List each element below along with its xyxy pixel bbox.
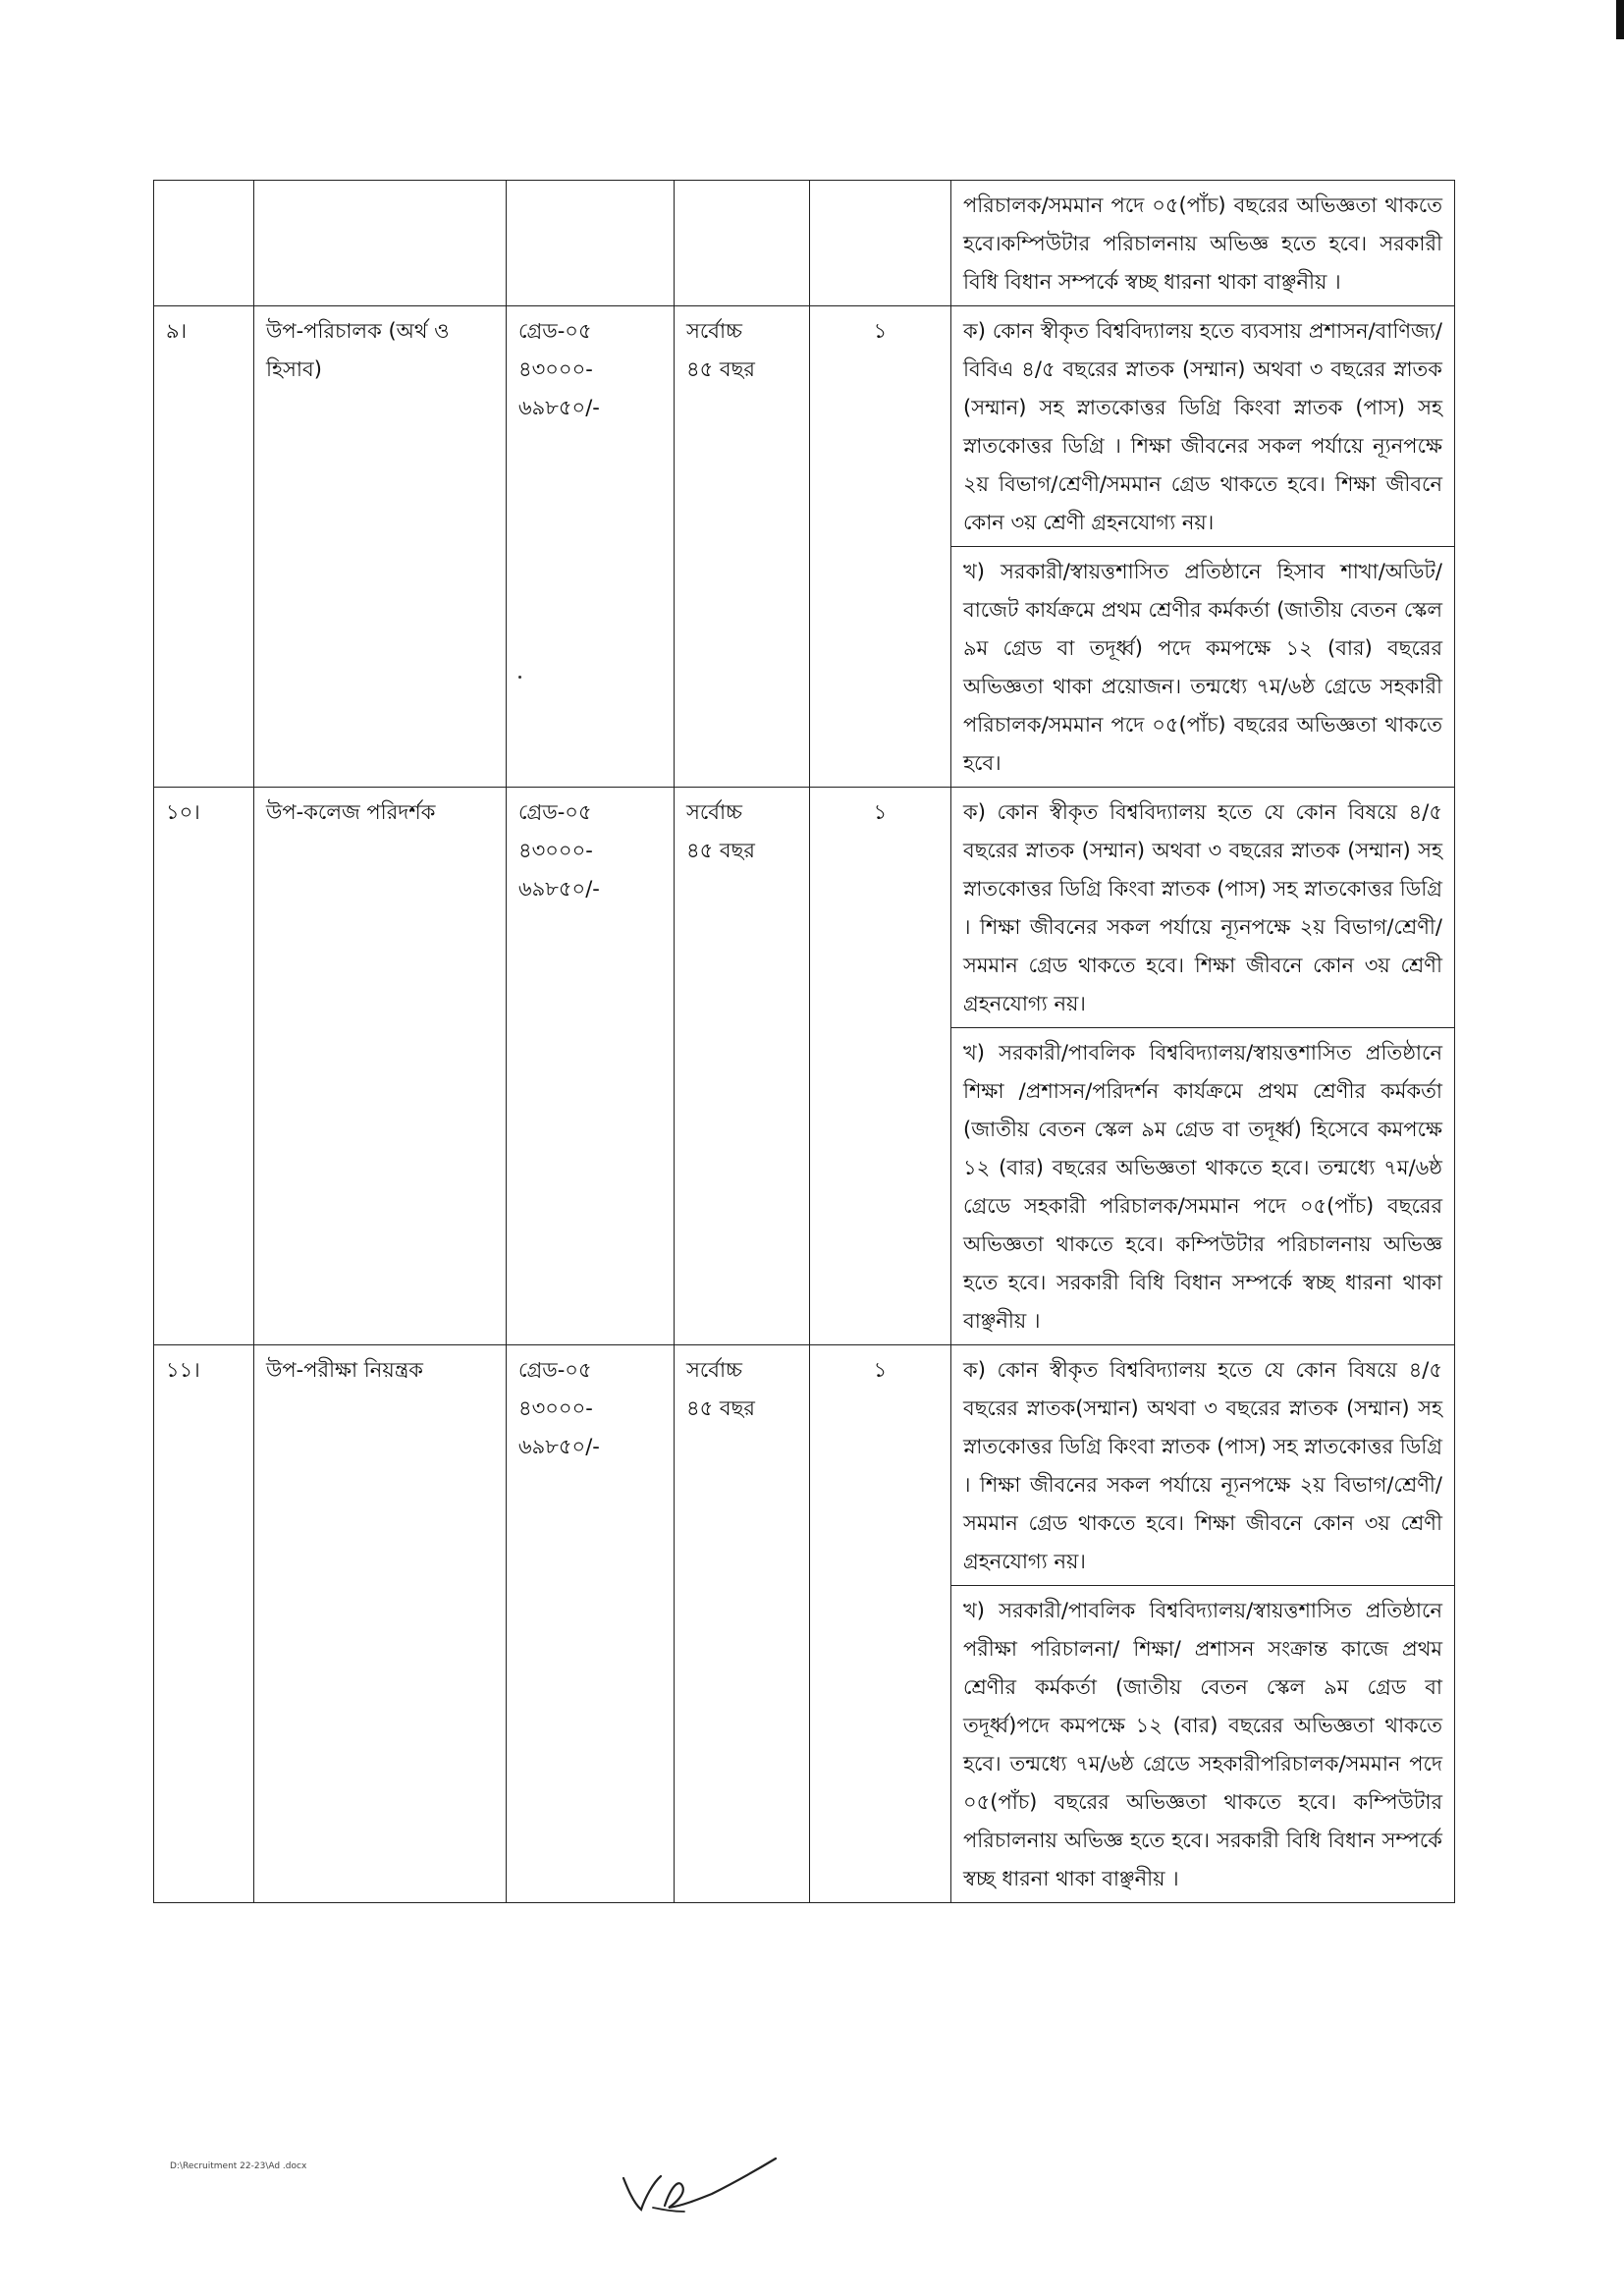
post-count-cell: ১ [810, 788, 951, 1345]
qualification-experience: খ) সরকারী/পাবলিক বিশ্ববিদ্যালয়/স্বায়ত্তশাসিত প্রতিষ্ঠানে শিক্ষা /প্রশাসন/পরিদর্শন কার্যক্রমে প্রথম শ্রেণীর কর্মকর্তা (জাতীয় বেতন স্কেল ৯ম গ্রেড বা তদূর্ধ্ব) হিসেবে কমপক্ষে ১২ (বার) বছরের অভিজ্ঞতা থাকতে হবে। তন্মধ্যে ৭ম/৬ষ্ঠ গ্রেডে সহকারী পরিচালক/সমমান পদে ০৫(পাঁচ) বছরের অভিজ্ঞতা থাকতে হবে। কম্পিউটার পরিচালনায় অভিজ্ঞ হতে হবে। সরকারী বিধি বিধান সম্পর্কে স্বচ্ছ ধারনা থাকা বাঞ্ছনীয় । [951, 1028, 1455, 1345]
age-limit-cell [675, 1345, 810, 1903]
scan-speck [518, 676, 521, 679]
age-limit-cell [675, 788, 810, 1345]
pay-scale-start: ৪৩০০০- [518, 1396, 593, 1420]
grade-cell [507, 788, 675, 1345]
post-count-cell: ১ [810, 306, 951, 788]
qualification-cell: পরিচালক/সমমান পদে ০৫(পাঁচ) বছরের অভিজ্ঞতা থাকতে হবে।কম্পিউটার পরিচালনায় অভিজ্ঞ হতে হবে। সরকারী বিধি বিধান সম্পর্কে স্বচ্ছ ধারনা থাকা বাঞ্ছনীয় । [951, 181, 1455, 306]
table-row [154, 788, 1455, 1028]
qualification-education: ক) কোন স্বীকৃত বিশ্ববিদ্যালয় হতে যে কোন বিষয়ে ৪/৫ বছরের স্নাতক(সম্মান) অথবা ৩ বছরের স্নাতক (সম্মান) সহ স্নাতকোত্তর ডিগ্রি কিংবা স্নাতক (পাস) সহ স্নাতকোত্তর ডিগ্রি । শিক্ষা জীবনের সকল পর্যায়ে ন্যূনপক্ষে ২য় বিভাগ/শ্রেণী/সমমান গ্রেড থাকতে হবে। শিক্ষা জীবনে কোন ৩য় শ্রেণী গ্রহনযোগ্য নয়। [951, 1345, 1455, 1586]
qualification-education: ক) কোন স্বীকৃত বিশ্ববিদ্যালয় হতে যে কোন বিষয়ে ৪/৫ বছরের স্নাতক (সম্মান) অথবা ৩ বছরের স্নাতক (সম্মান) সহ স্নাতকোত্তর ডিগ্রি কিংবা স্নাতক (পাস) সহ স্নাতকোত্তর ডিগ্রি । শিক্ষা জীবনের সকল পর্যায়ে ন্যূনপক্ষে ২য় বিভাগ/শ্রেণী/সমমান গ্রেড থাকতে হবে। শিক্ষা জীবনে কোন ৩য় শ্রেণী গ্রহনযোগ্য নয়। [951, 788, 1455, 1028]
signature-initials [614, 2149, 790, 2227]
table-row [154, 181, 1455, 306]
grade-cell [507, 306, 675, 788]
serial-cell [154, 181, 254, 306]
post-name-cell: উপ-পরিচালক (অর্থ ও হিসাব) [254, 306, 507, 788]
grade-label: গ্রেড-০৫ [518, 800, 592, 824]
post-count-cell [810, 181, 951, 306]
post-name-cell: উপ-পরীক্ষা নিয়ন্ত্রক [254, 1345, 507, 1903]
serial-cell: ৯। [154, 306, 254, 788]
table-row [154, 306, 1455, 547]
pay-scale-start: ৪৩০০০- [518, 839, 593, 862]
pay-scale-start: ৪৩০০০- [518, 357, 593, 381]
grade-cell [507, 1345, 675, 1903]
age-limit-label: সর্বোচ্চ [686, 319, 742, 343]
grade-label: গ্রেড-০৫ [518, 1358, 592, 1382]
recruitment-table [153, 180, 1455, 1903]
pay-scale-end: ৬৯৮৫০/- [518, 1435, 600, 1458]
qualification-experience: খ) সরকারী/পাবলিক বিশ্ববিদ্যালয়/স্বায়ত্তশাসিত প্রতিষ্ঠানে পরীক্ষা পরিচালনা/ শিক্ষা/ প্রশাসন সংক্রান্ত কাজে প্রথম শ্রেণীর কর্মকর্তা (জাতীয় বেতন স্কেল ৯ম গ্রেড বা তদূর্ধ্ব)পদে কমপক্ষে ১২ (বার) বছরের অভিজ্ঞতা থাকতে হবে। তন্মধ্যে ৭ম/৬ষ্ঠ গ্রেডে সহকারীপরিচালক/সমমান পদে ০৫(পাঁচ) বছরের অভিজ্ঞতা থাকতে হবে। কম্পিউটার পরিচালনায় অভিজ্ঞ হতে হবে। সরকারী বিধি বিধান সম্পর্কে স্বচ্ছ ধারনা থাকা বাঞ্ছনীয় । [951, 1586, 1455, 1903]
age-limit-label: সর্বোচ্চ [686, 800, 742, 824]
grade-label: গ্রেড-০৫ [518, 319, 592, 343]
post-name-cell: উপ-কলেজ পরিদর্শক [254, 788, 507, 1345]
pay-scale-end: ৬৯৮৫০/- [518, 396, 600, 419]
serial-cell: ১১। [154, 1345, 254, 1903]
age-limit-label: সর্বোচ্চ [686, 1358, 742, 1382]
age-limit-value: ৪৫ বছর [686, 1396, 755, 1420]
qualification-experience: খ) সরকারী/স্বায়ত্তশাসিত প্রতিষ্ঠানে হিসাব শাখা/অডিট/বাজেট কার্যক্রমে প্রথম শ্রেণীর কর্মকর্তা (জাতীয় বেতন স্কেল ৯ম গ্রেড বা তদূর্ধ্ব) পদে কমপক্ষে ১২ (বার) বছরের অভিজ্ঞতা থাকা প্রয়োজন। তন্মধ্যে ৭ম/৬ষ্ঠ গ্রেডে সহকারী পরিচালক/সমমান পদে ০৫(পাঁচ) বছরের অভিজ্ঞতা থাকতে হবে। [951, 547, 1455, 788]
age-limit-value: ৪৫ বছর [686, 839, 755, 862]
post-name-cell [254, 181, 507, 306]
qualification-education: ক) কোন স্বীকৃত বিশ্ববিদ্যালয় হতে ব্যবসায় প্রশাসন/বাণিজ্য/বিবিএ ৪/৫ বছরের স্নাতক (সম্মান) অথবা ৩ বছরের স্নাতক (সম্মান) সহ স্নাতকোত্তর ডিগ্রি কিংবা স্নাতক (পাস) সহ স্নাতকোত্তর ডিগ্রি । শিক্ষা জীবনের সকল পর্যায়ে ন্যূনপক্ষে ২য় বিভাগ/শ্রেণী/সমমান গ্রেড থাকতে হবে। শিক্ষা জীবনে কোন ৩য় শ্রেণী গ্রহনযোগ্য নয়। [951, 306, 1455, 547]
table-row [154, 1345, 1455, 1586]
age-limit-cell [675, 181, 810, 306]
age-limit-value: ৪৫ বছর [686, 357, 755, 381]
age-limit-cell [675, 306, 810, 788]
post-count-cell: ১ [810, 1345, 951, 1903]
pay-scale-end: ৬৯৮৫০/- [518, 877, 600, 901]
serial-cell: ১০। [154, 788, 254, 1345]
footer-file-path: D:\Recruitment 22-23\Ad .docx [170, 2161, 307, 2171]
grade-cell [507, 181, 675, 306]
scan-edge-mark [1616, 0, 1624, 39]
